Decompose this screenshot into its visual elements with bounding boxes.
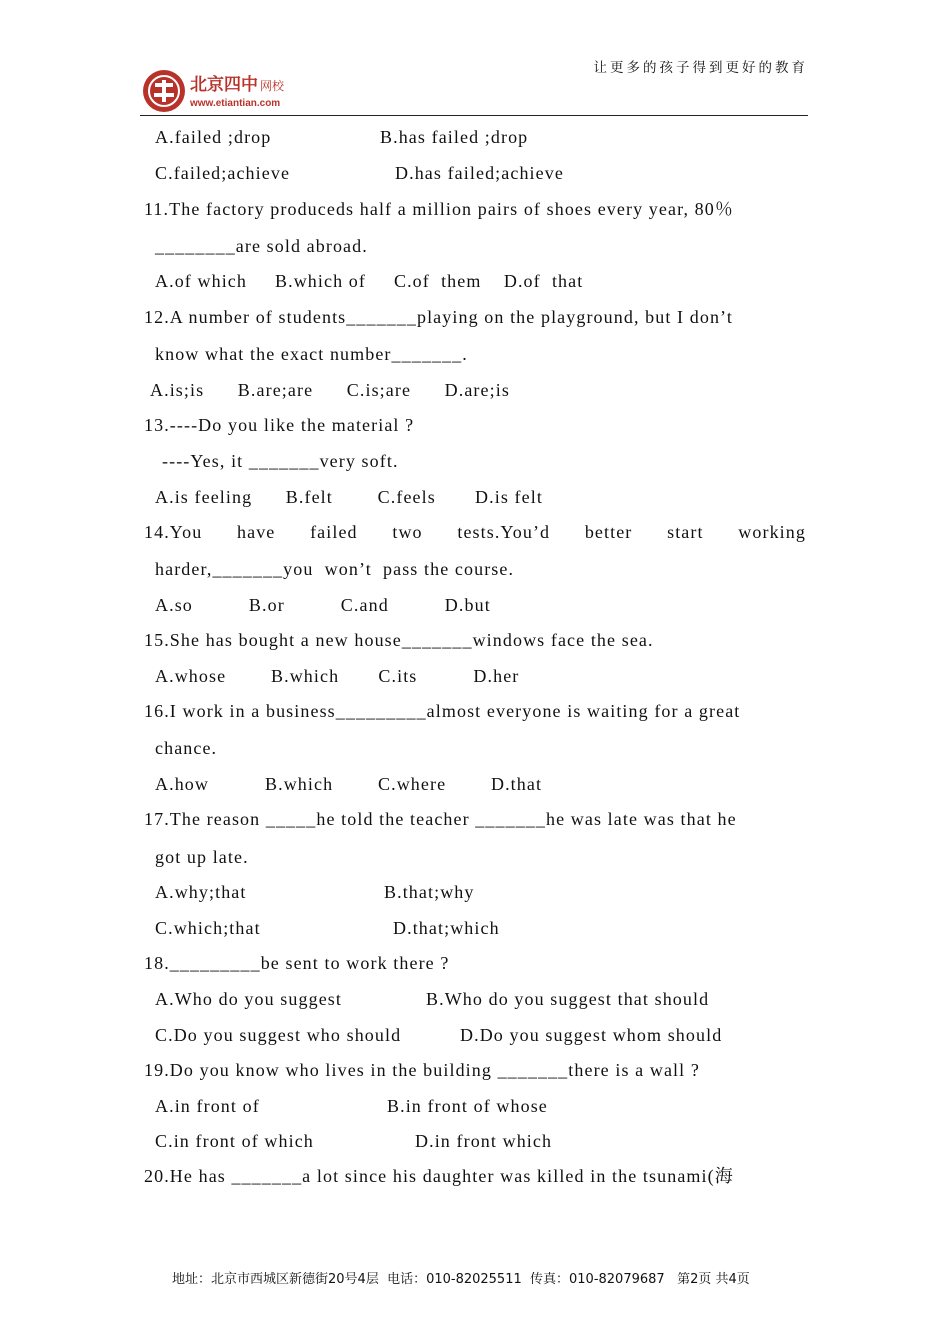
option-line: D.that;which xyxy=(393,918,500,938)
option-line: A.in front of xyxy=(155,1096,260,1116)
question-line: 12.A number of students_______playing on the playground, but I don’t xyxy=(144,307,733,327)
page-header xyxy=(140,50,808,116)
school-logo-icon xyxy=(140,68,310,114)
option-line: A.why;that xyxy=(155,882,247,902)
word: two xyxy=(392,522,423,542)
option-line: C.which;that xyxy=(155,918,261,938)
option-line: A.whose B.which C.its D.her xyxy=(155,666,520,686)
question-line: 13.----Do you like the material ? xyxy=(144,415,415,435)
word: have xyxy=(237,522,276,542)
question-line: 11.The factory produceds half a million pairs of shoes every year, 80％ xyxy=(144,199,734,219)
option-line: C.in front of which xyxy=(155,1131,314,1151)
option-line: A.Who do you suggest xyxy=(155,989,342,1009)
logo-cn-text: 北京四中 xyxy=(190,75,258,95)
word: working xyxy=(738,522,806,542)
word: failed xyxy=(310,522,358,542)
question-line: 20.He has _______a lot since his daughter was killed in the tsunami(海 xyxy=(144,1166,734,1186)
word: 14.You xyxy=(144,522,203,542)
question-line: harder,_______you won’t pass the course. xyxy=(155,559,515,579)
option-line: A.so B.or C.and D.but xyxy=(155,595,491,615)
option-line: A.is;is B.are;are C.is;are D.are;is xyxy=(150,380,510,400)
question-line: 18._________be sent to work there ? xyxy=(144,953,450,973)
option-line: A.failed ;drop xyxy=(155,127,272,147)
question-line: 15.She has bought a new house_______windows face the sea. xyxy=(144,630,654,650)
option-line: C.failed;achieve xyxy=(155,163,291,183)
page-footer: 地址：北京市西城区新德街20号4层 电话：010-82025511 传真：010-82079687 第2页 共4页 xyxy=(172,1272,750,1287)
option-line: D.Do you suggest whom should xyxy=(460,1025,723,1045)
question-line: 17.The reason _____he told the teacher _______he was late was that he xyxy=(144,809,737,829)
header-slogan: 让更多的孩子得到更好的教育 xyxy=(593,60,808,76)
question-line: know what the exact number_______. xyxy=(155,344,468,364)
logo-sub-text: 网校 xyxy=(260,79,285,93)
option-line: B.that;why xyxy=(384,882,475,902)
option-line: A.of which B.which of C.of them D.of that xyxy=(155,271,584,291)
question-line: 16.I work in a business_________almost everyone is waiting for a great xyxy=(144,701,741,721)
question-line: ----Yes, it _______very soft. xyxy=(162,451,399,471)
option-line: A.is feeling B.felt C.feels D.is felt xyxy=(155,487,543,507)
question-line: chance. xyxy=(155,738,218,758)
logo-url-text: www.etiantian.com xyxy=(190,98,281,109)
question-line: got up late. xyxy=(155,847,249,867)
option-line: D.has failed;achieve xyxy=(395,163,564,183)
option-line: B.has failed ;drop xyxy=(380,127,529,147)
option-line: A.how B.which C.where D.that xyxy=(155,774,543,794)
word: tests.You’d xyxy=(457,522,551,542)
option-line: C.Do you suggest who should xyxy=(155,1025,402,1045)
word: start xyxy=(667,522,704,542)
option-line: D.in front which xyxy=(415,1131,553,1151)
question-line: 19.Do you know who lives in the building _______there is a wall ? xyxy=(144,1060,700,1080)
option-line: B.in front of whose xyxy=(387,1096,548,1116)
question-line: ________are sold abroad. xyxy=(155,236,368,256)
word: better xyxy=(584,522,633,542)
option-line: B.Who do you suggest that should xyxy=(426,989,710,1009)
header-divider xyxy=(140,115,808,116)
question-line-14 xyxy=(144,521,806,543)
